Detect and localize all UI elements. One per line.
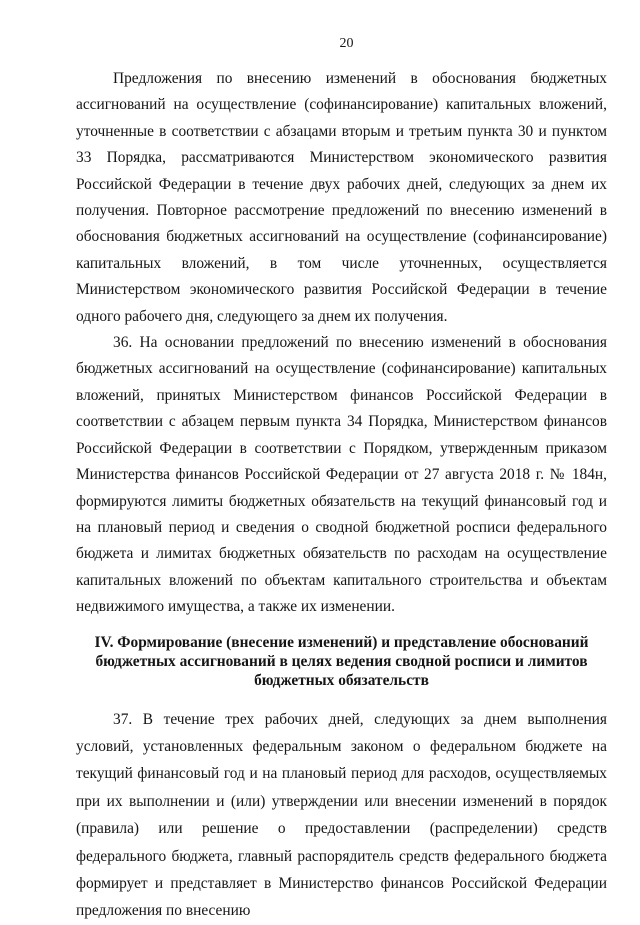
section-title-line: бюджетных ассигнований в целях ведения сводной росписи и лимитов: [95, 652, 588, 670]
paragraph-37: 37. В течение трех рабочих дней, следующих за днем выполнения условий, установленных федеральным законом о федеральном бюджете на текущий финансовый год и на плановый период для расходов, осуществляемых при их выполнении и (или) утверждении или внесении изменений в порядок (правила) или решение о предоставлении (распределении) средств федерального бюджета, главный распорядитель средств федерального бюджета формирует и представляет в Министерство финансов Российской Федерации предложения по внесению: [76, 710, 607, 920]
section-title-line: IV. Формирование (внесение изменений) и представление обоснований: [94, 633, 589, 651]
paragraph-36: 36. На основании предложений по внесению изменений в обоснования бюджетных ассигнований на осуществление (софинансирование) капитальных вложений, принятых Министерством финансов Российской Федерации в соответствии с абзацем первым пункта 34 Порядка, Министерством финансов Российской Федерации в соответствии с Порядком, утвержденным приказом Министерства финансов Российской Федерации от 27 августа 2018 г. № 184н, формируются лимиты бюджетных обязательств на текущий финансовый год и на плановый период и сведения о сводной бюджетной росписи федерального бюджета и лимитах бюджетных обязательств по расходам на осуществление капитальных вложений по объектам капитального строительства и объектам недвижимого имущества, а также их изменении.: [76, 334, 607, 616]
paragraph-35-continuation: Предложения по внесению изменений в обоснования бюджетных ассигнований на осуществление (софинансирование) капитальных вложений, уточненные в соответствии с абзацами вторым и третьим пункта 30 и пунктом 33 Порядка, рассматриваются Министерством экономического развития Российской Федерации в течение двух рабочих дней, следующих за днем их получения. Повторное рассмотрение предложений по внесению изменений в обоснования бюджетных ассигнований на осуществление (софинансирование) капитальных вложений, в том числе уточненных, осуществляется Министерством экономического развития Российской Федерации в течение одного рабочего дня, следующего за днем их получения.: [76, 70, 607, 325]
page-number: 20: [339, 36, 354, 51]
section-iv-title: [76, 633, 607, 690]
section-title-line: бюджетных обязательств: [254, 671, 429, 689]
